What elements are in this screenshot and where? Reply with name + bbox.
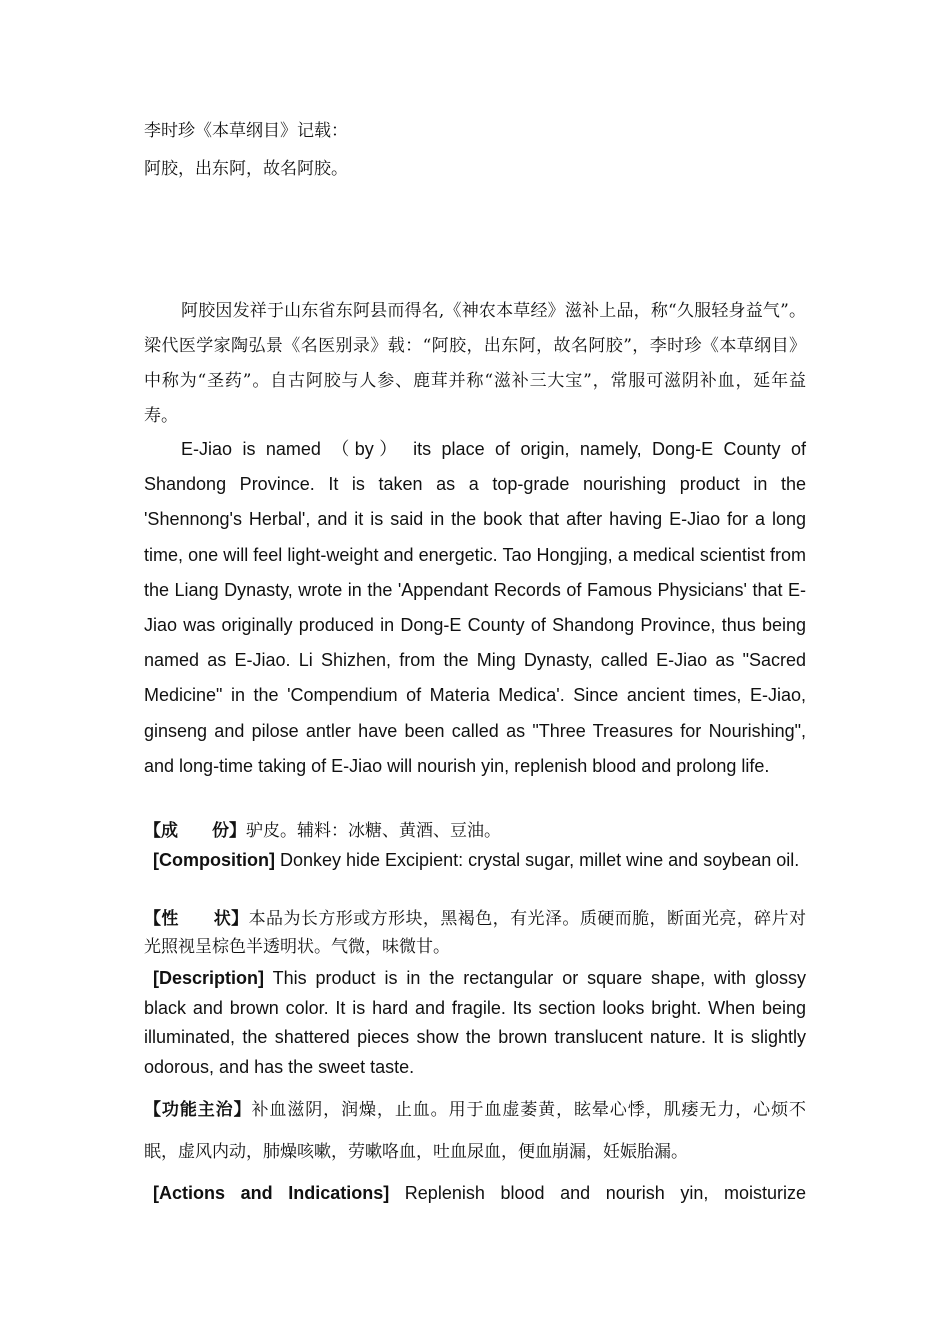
quote-line-2: 阿胶，出东阿，故名阿胶。 [144,159,348,179]
description-en-label: [Description] [153,968,265,988]
description-en-text: This product is in the rectangular or square shape, with glossy black and brown color. It is hard and fragile. Its section looks bright. When being illuminated, the shattered pieces show the brown translucent nature. It is slightly odorous, and has the sweet taste. [144,968,806,1077]
composition-cn-label: 【成 份】 [144,821,246,841]
quote-line-1: 李时珍《本草纲目》记载： [144,121,348,141]
description-cn-text: 本品为长方形或方形块，黑褐色，有光泽。质硬而脆，断面光亮，碎片对光照视呈棕色半透明状。气微，味微甘。 [144,909,807,957]
description-cn-label: 【性 状】 [144,909,249,929]
composition-en [144,846,806,876]
description-cn [144,905,806,961]
description-en [144,964,806,1082]
composition-cn [144,818,806,844]
actions-cn-label: 【功能主治】 [144,1100,252,1120]
composition-en-label: [Composition] [153,850,275,870]
actions-en-label: [Actions and Indications] [153,1183,390,1203]
actions-cn [144,1089,806,1173]
intro-paragraph-cn: 阿胶因发祥于山东省东阿县而得名,《神农本草经》滋补上品，称“久服轻身益气”。梁代医学家陶弘景《名医别录》载：“阿胶，出东阿，故名阿胶”，李时珍《本草纲目》中称为“圣药”。自古阿胶与人参、鹿茸并称“滋补三大宝”，常服可滋阴补血，延年益寿。 [144,301,806,426]
intro-paragraph-en: E-Jiao is named （by） its place of origin, namely, Dong-E County of Shandong Province. It is taken as a top-grade nourishing product in the 'Shennong's Herbal', and it is said in the book that after having E-Jiao for a long time, one will feel light-weight and energetic. Tao Hongjing, a medical scientist from the Liang Dynasty, wrote in the 'Appendant Records of Famous Physicians' that E-Jiao was originally produced in Dong-E County of Shandong Province, thus being named as E-Jiao. Li Shizhen, from the Ming Dynasty, called E-Jiao as "Sacred Medicine" in the 'Compendium of Materia Medica'. Since ancient times, E-Jiao, ginseng and pilose antler have been called as "Three Treasures for Nourishing", and long-time taking of E-Jiao will nourish yin, replenish blood and prolong life. [144,439,806,776]
composition-en-text: Donkey hide Excipient: crystal sugar, millet wine and soybean oil. [274,850,800,870]
composition-cn-text: 驴皮。辅料：冰糖、黄酒、豆油。 [246,821,501,841]
actions-en [144,1179,806,1209]
actions-cn-text: 补血滋阴，润燥，止血。用于血虚萎黄，眩晕心悸，肌痿无力，心烦不眠，虚风内动，肺燥咳嗽，劳嗽咯血，吐血尿血，便血崩漏，妊娠胎漏。 [144,1100,806,1162]
actions-en-text: Replenish blood and nourish yin, moisturize [389,1183,806,1203]
